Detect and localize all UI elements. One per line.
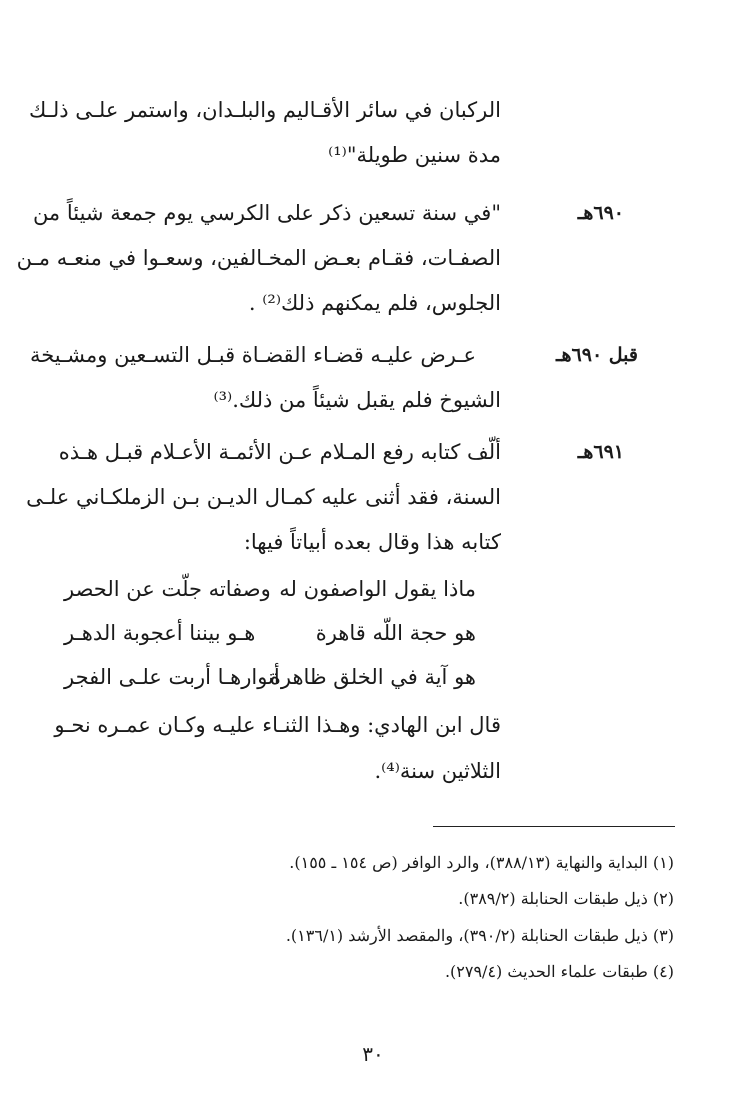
entry-690-line-2: الصفـات، فقـام بعـض المخـالفين، وسعـوا في منعـه مـن [16,246,501,270]
poem-3-second: أنوارهـا أربت علـى الفجر [64,665,280,689]
footnote-divider [433,826,675,827]
entry-691-line-2: السنة، فقد أثنى عليه كمـال الديـن بـن الزملكـاني علـى [26,485,501,509]
poem-3-first: هو آية في الخلق ظاهرة [269,665,476,689]
footnote-1: (١) البداية والنهاية (٣٨٨/١٣)، والرد الوافر (ص ١٥٤ ـ ١٥٥). [289,853,674,872]
entry-691-line-1: ألّف كتابه رفع المـلام عـن الأئمـة الأعـلام قبـل هـذه [58,440,501,464]
intro-line-2: مدة سنين طويلة"⁽¹⁾ [328,143,501,167]
footnote-4: (٤) طبقات علماء الحديث (٢٧٩/٤). [444,962,674,981]
entry-690-line-3: الجلوس، فلم يمكنهم ذلك⁽²⁾ . [248,291,501,315]
entry-691-after-2: الثلاثين سنة⁽⁴⁾. [374,759,501,783]
poem-2-second: هـو بيننا أعجوبة الدهـر [64,621,256,645]
year-691: ٦٩١هـ [577,441,624,463]
footnote-3: (٣) ذيل طبقات الحنابلة (٣٩٠/٢)، والمقصد الأرشد (١٣٦/١). [285,926,674,945]
year-before-690: قبل ٦٩٠هـ [555,344,638,366]
poem-1-first: ماذا يقول الواصفون له [279,577,476,601]
footnote-2: (٢) ذيل طبقات الحنابلة (٣٨٩/٢). [458,889,674,908]
entry-691-line-3: كتابه هذا وقال بعده أبياتاً فيها: [243,530,501,554]
entry-before-690-line-1: عـرض عليـه قضـاء القضـاة قبـل التسـعين ومشـيخة [29,343,476,367]
page-number: ٣٠ [362,1042,384,1066]
entry-before-690-line-2: الشيوخ فلم يقبل شيئاً من ذلك.⁽³⁾ [213,388,501,412]
year-690: ٦٩٠هـ [577,202,624,224]
poem-1-second: وصفاته جلّت عن الحصر [64,577,271,601]
entry-691-after-1: قال ابن الهادي: وهـذا الثنـاء عليـه وكـان عمـره نحـو [54,713,501,737]
entry-690-line-1: "في سنة تسعين ذكر على الكرسي يوم جمعة شيئاً من [32,201,501,225]
intro-line-1: الركبان في سائر الأقـاليم والبلـدان، واستمر علـى ذلـك [28,98,501,122]
poem-2-first: هو حجة اللّه قاهرة [315,621,476,645]
